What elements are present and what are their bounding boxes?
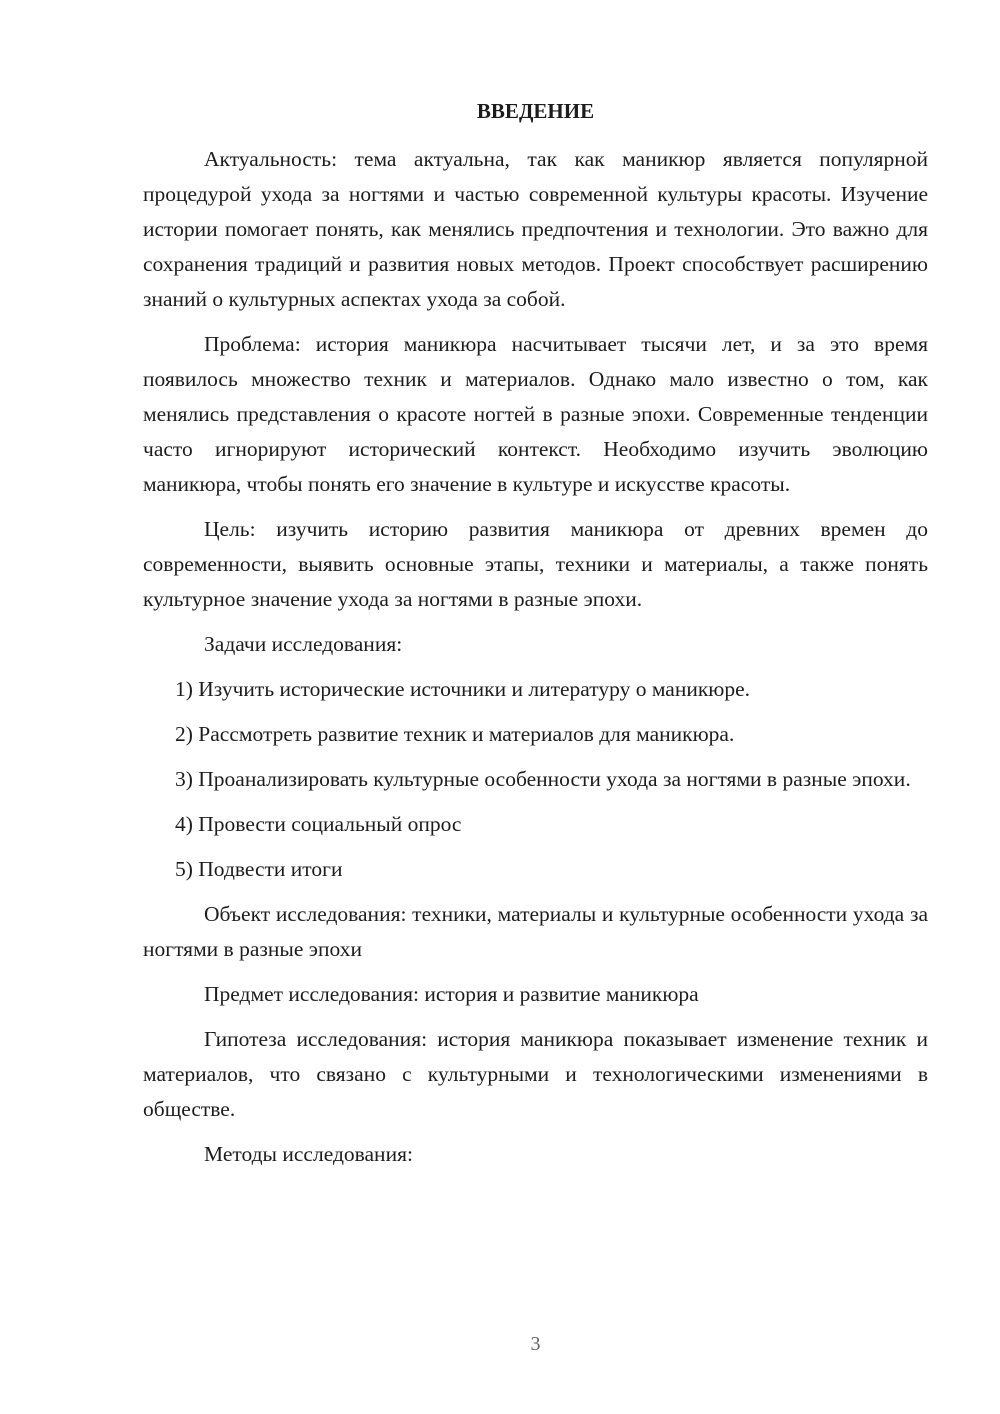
document-body	[143, 142, 928, 1182]
task-item-4: 4) Провести социальный опрос	[175, 812, 462, 836]
page-number: 3	[530, 1333, 541, 1355]
page-title: ВВЕДЕНИЕ	[476, 99, 595, 123]
task-item-1: 1) Изучить исторические источники и литературу о маникюре.	[175, 677, 751, 701]
paragraph-methods: Методы исследования:	[204, 1142, 413, 1166]
paragraph-goal: Цель: изучить историю развития маникюра от древних времен до современности, выявить основные этапы, техники и материалы, а также понять культурное значение ухода за ногтями в разные эпохи.	[143, 517, 928, 611]
paragraph-hypothesis: Гипотеза исследования: история маникюра показывает изменение техник и материалов, что связано с культурными и технологическими изменениями в обществе.	[143, 1027, 928, 1121]
paragraph-problem: Проблема: история маникюра насчитывает тысячи лет, и за это время появилось множество техник и материалов. Однако мало известно о том, как менялись представления о красоте ногтей в разные эпохи. Современные тенденции часто игнорируют исторический контекст. Необходимо изучить эволюцию маникюра, чтобы понять его значение в культуре и искусстве красоты.	[143, 332, 928, 496]
paragraph-object: Объект исследования: техники, материалы и культурные особенности ухода за ногтями в разные эпохи	[143, 902, 928, 961]
document-page	[143, 0, 928, 1414]
paragraph-tasks-heading: Задачи исследования:	[204, 632, 403, 656]
task-item-5: 5) Подвести итоги	[175, 857, 343, 881]
paragraph-subject: Предмет исследования: история и развитие маникюра	[204, 982, 699, 1006]
task-item-3: 3) Проанализировать культурные особенности ухода за ногтями в разные эпохи.	[175, 767, 911, 791]
paragraph-relevance: Актуальность: тема актуальна, так как маникюр является популярной процедурой ухода за ногтями и частью современной культуры красоты. Изучение истории помогает понять, как менялись предпочтения и технологии. Это важно для сохранения традиций и развития новых методов. Проект способствует расширению знаний о культурных аспектах ухода за собой.	[143, 147, 928, 311]
task-item-2: 2) Рассмотреть развитие техник и материалов для маникюра.	[175, 722, 735, 746]
